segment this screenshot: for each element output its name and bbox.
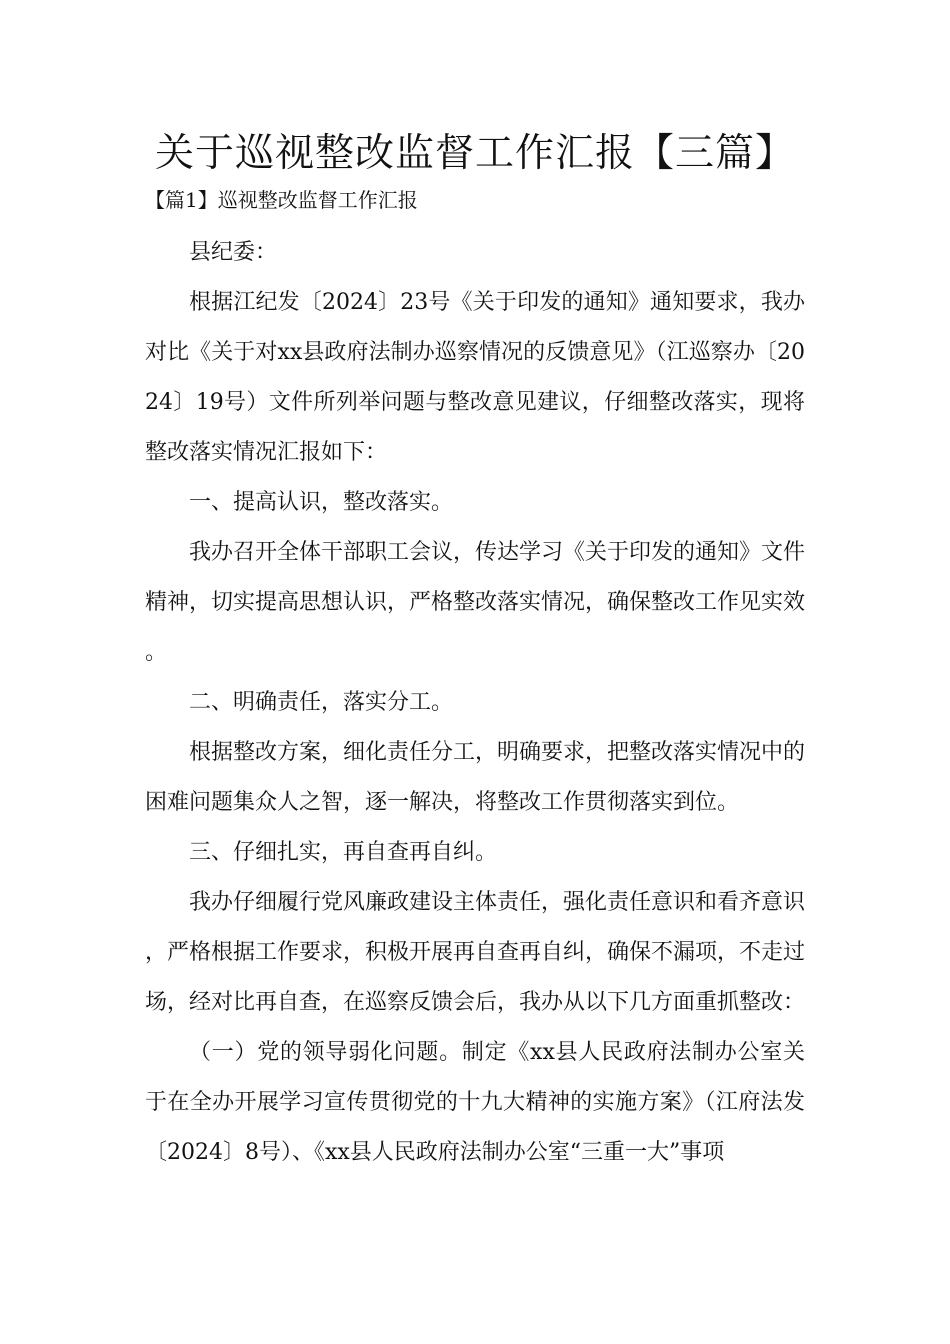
body-paragraph: 根据整改方案，细化责任分工，明确要求，把整改落实情况中的困难问题集众人之智，逐一解决，将整改工作贯彻落实到位。 bbox=[145, 740, 806, 815]
document-body bbox=[145, 228, 805, 1178]
body-paragraph: 我办仔细履行党风廉政建设主体责任，强化责任意识和看齐意识，严格根据工作要求，积极开展再自查再自纠，确保不漏项，不走过场，经对比再自查，在巡察反馈会后，我办从以下几方面重抓整改： bbox=[145, 890, 806, 1015]
section-heading: 二、明确责任，落实分工。 bbox=[189, 690, 454, 715]
salutation: 县纪委： bbox=[189, 240, 278, 265]
section-heading: 一、提高认识，整改落实。 bbox=[189, 490, 454, 515]
section-heading: 三、仔细扎实，再自查再自纠。 bbox=[189, 840, 498, 865]
document-title: 关于巡视整改监督工作汇报【三篇】 bbox=[154, 131, 795, 176]
body-paragraph: 根据江纪发〔2024〕23号《关于印发的通知》通知要求，我办对比《关于对xx县政府法制办巡察情况的反馈意见》（江巡察办〔2024〕19号）文件所列举问题与整改意见建议，仔细整改落实，现将整改落实情况汇报如下： bbox=[145, 290, 805, 465]
document-subtitle: 【篇1】巡视整改监督工作汇报 bbox=[145, 188, 418, 212]
body-paragraph: 我办召开全体干部职工会议，传达学习《关于印发的通知》文件精神，切实提高思想认识，严格整改落实情况，确保整改工作见实效。 bbox=[145, 540, 806, 665]
body-paragraph: （一）党的领导弱化问题。制定《xx县人民政府法制办公室关于在全办开展学习宣传贯彻党的十九大精神的实施方案》（江府法发〔2024〕8号）、《xx县人民政府法制办公室“三重一大”事项 bbox=[145, 1040, 805, 1165]
